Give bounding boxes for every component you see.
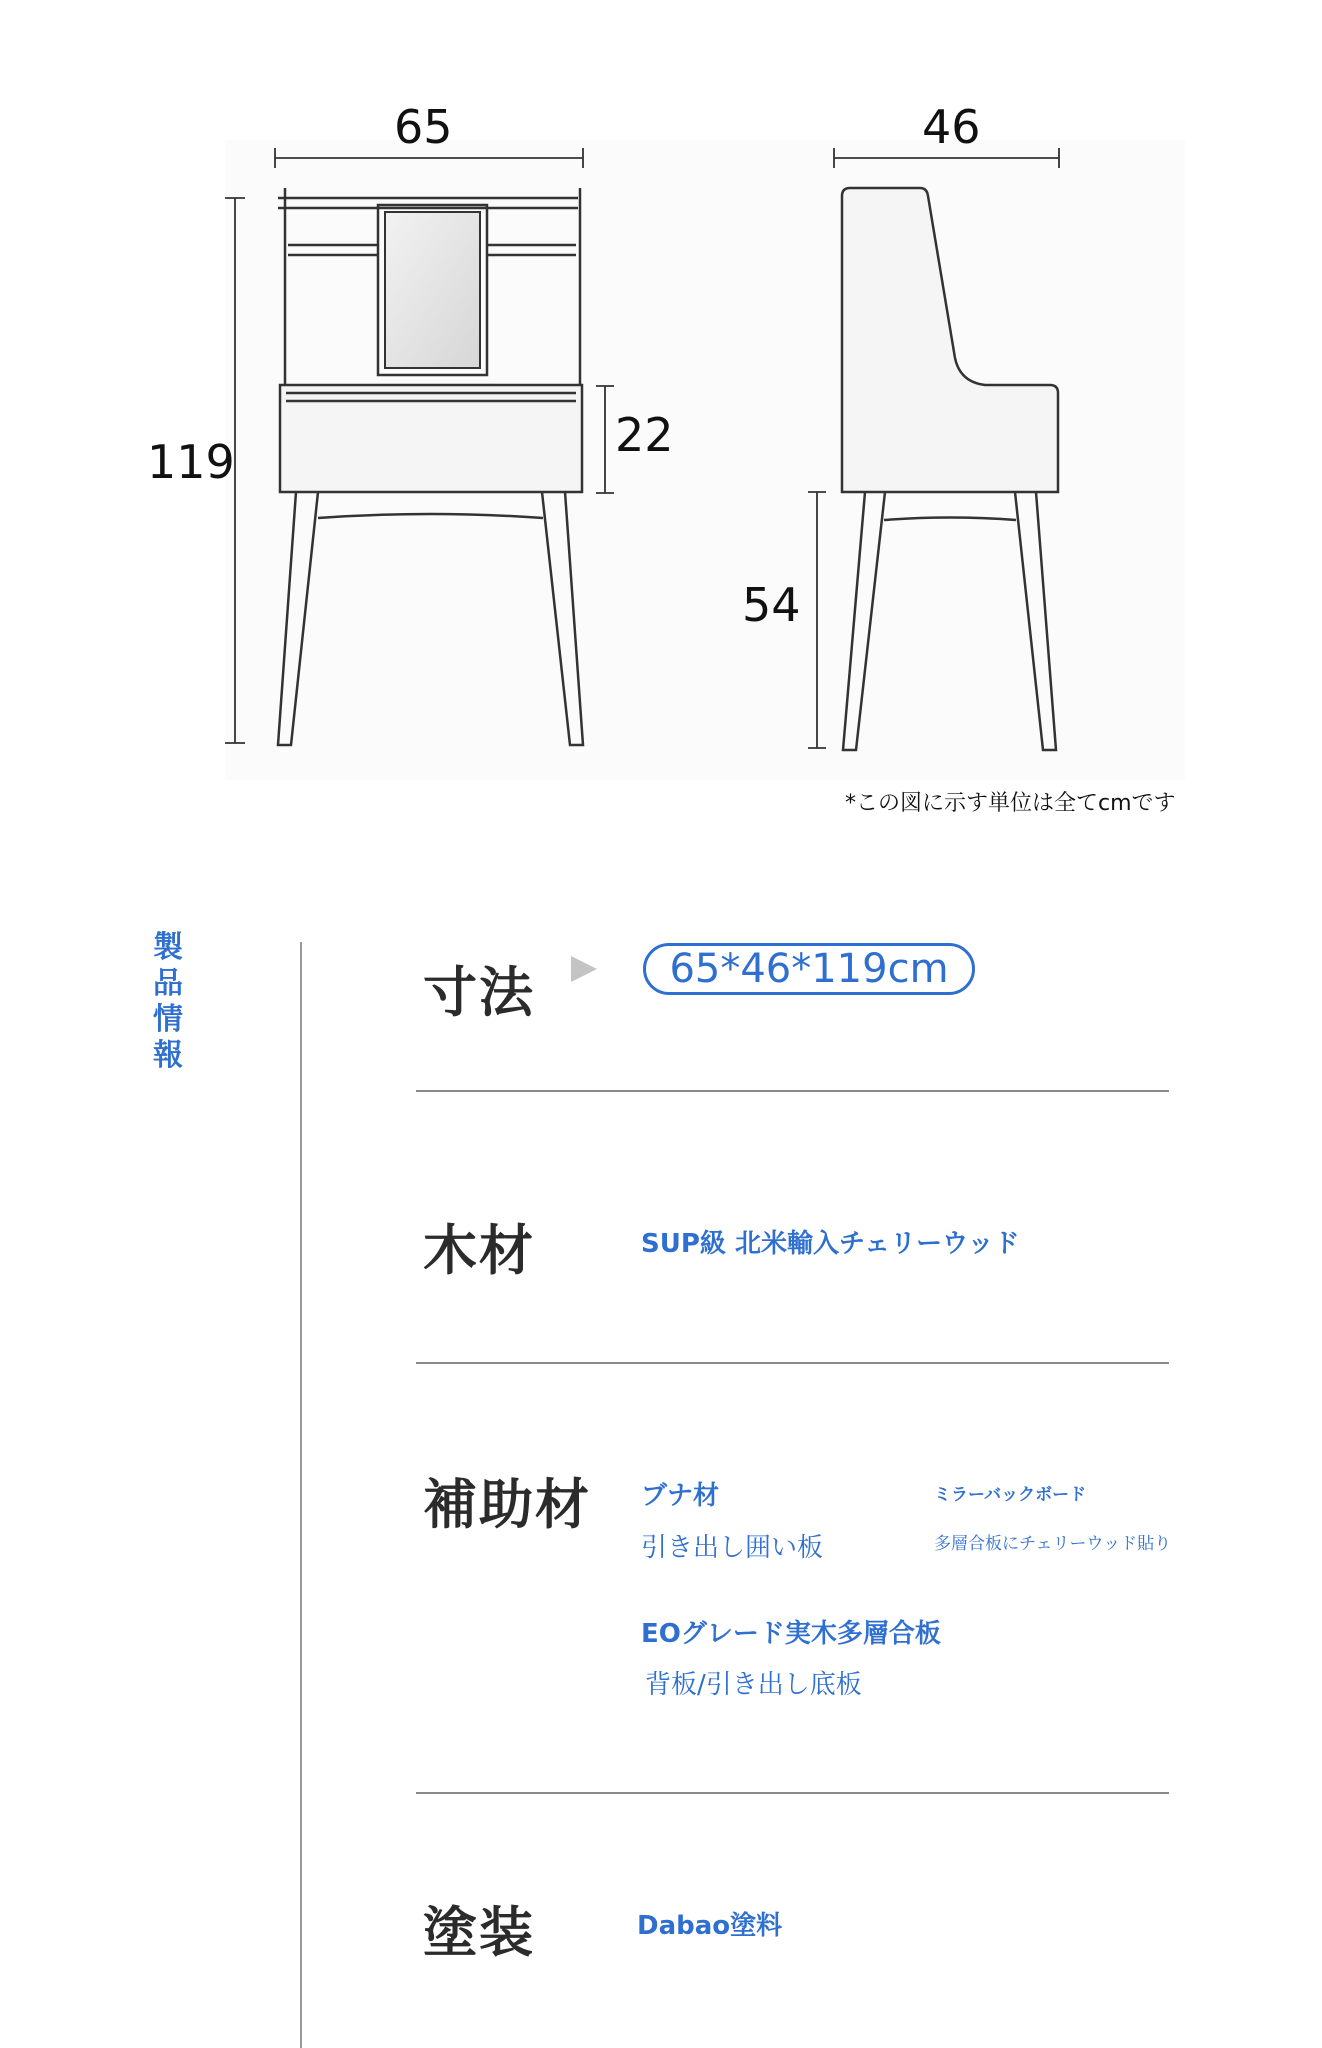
dimension-diagram — [0, 0, 1322, 800]
unit-note: *この図に示す単位は全てcmです — [845, 791, 1176, 816]
section-title-char: 報 — [153, 1038, 183, 1073]
aux-label: 補助材 — [423, 1473, 591, 1536]
section-title-char: 製 — [153, 930, 183, 965]
section-title-char: 情 — [153, 1002, 183, 1037]
height-label: 119 — [147, 435, 235, 489]
aux-item3-title: EOグレード実木多層合板 — [641, 1619, 941, 1649]
depth-label: 46 — [922, 100, 981, 154]
aux-item2-desc: 多層合板にチェリーウッド貼り — [934, 1534, 1172, 1554]
row-divider — [416, 1792, 1169, 1794]
section-title — [150, 930, 186, 1074]
section-title-char: 品 — [153, 966, 183, 1001]
aux-item1-desc: 引き出し囲い板 — [641, 1533, 824, 1563]
paint-value: Dabao塗料 — [637, 1911, 783, 1941]
wood-value: SUP級 北米輸入チェリーウッド — [641, 1229, 1020, 1259]
seat-height-label: 54 — [742, 578, 801, 632]
vertical-divider — [300, 942, 302, 2048]
aux-item3-desc: 背板/引き出し底板 — [645, 1670, 862, 1700]
aux-item2-title: ミラーバックボード — [934, 1485, 1087, 1505]
paint-label: 塗装 — [423, 1901, 535, 1964]
aux-item1-title: ブナ材 — [641, 1481, 720, 1511]
size-value-pill: 65*46*119cm — [643, 943, 975, 995]
row-divider — [416, 1362, 1169, 1364]
row-divider — [416, 1090, 1169, 1092]
wood-label: 木材 — [423, 1219, 535, 1282]
mirror — [385, 212, 480, 368]
drawer-height-label: 22 — [615, 408, 674, 462]
width-label: 65 — [394, 100, 453, 154]
size-label: 寸法 — [423, 961, 535, 1024]
play-arrow-icon — [571, 956, 597, 982]
